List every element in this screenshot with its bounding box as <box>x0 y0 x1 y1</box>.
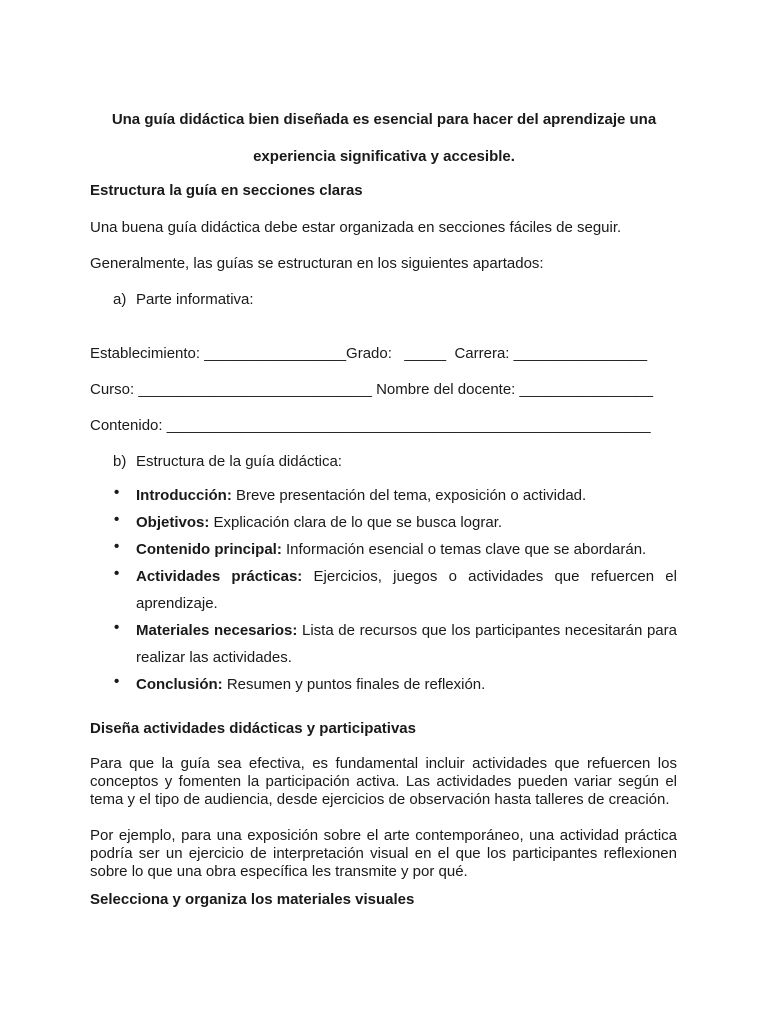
document-title-line-2: experiencia significativa y accesible. <box>253 148 515 165</box>
section-heading-materials: Selecciona y organiza los materiales visuales <box>90 891 415 908</box>
bullet-description: Información esencial o temas clave que se abordarán. <box>281 541 647 558</box>
list-item-a: Parte informativa: <box>136 291 254 308</box>
form-line-establecimiento: Establecimiento: _________________Grado: _____ Carrera: ________________ <box>90 345 648 362</box>
bullet-term: Objetivos: <box>136 514 210 531</box>
paragraph-sections: Generalmente, las guías se estructuran en los siguientes apartados: <box>90 255 544 272</box>
bullet-icon: • <box>114 511 120 528</box>
form-line-contenido: Contenido: __________________________________________________________ <box>90 417 651 434</box>
list-marker-a: a) <box>113 291 127 308</box>
list-item <box>136 671 677 698</box>
bullet-description: Lista de recursos que los participantes necesitarán para realizar las actividades. <box>136 622 677 666</box>
bullet-icon: • <box>114 619 120 636</box>
bullet-term: Actividades prácticas: <box>136 568 303 585</box>
form-line-curso: Curso: ____________________________ Nombre del docente: ________________ <box>90 381 653 398</box>
bullet-description: Breve presentación del tema, exposición o actividad. <box>231 487 587 504</box>
section-heading-activities: Diseña actividades didácticas y participativas <box>90 720 416 737</box>
list-marker-b: b) <box>113 453 127 470</box>
bullet-icon: • <box>114 484 120 501</box>
bullet-term: Contenido principal: <box>136 541 282 558</box>
list-item <box>136 509 677 536</box>
bullet-description: Resumen y puntos finales de reflexión. <box>222 676 486 693</box>
bullet-icon: • <box>114 538 120 555</box>
bullet-description: Ejercicios, juegos o actividades que refuercen el aprendizaje. <box>136 568 677 612</box>
list-item-b: Estructura de la guía didáctica: <box>136 453 342 470</box>
document-title-line-1: Una guía didáctica bien diseñada es esencial para hacer del aprendizaje una <box>111 111 657 128</box>
bullet-description: Explicación clara de lo que se busca lograr. <box>209 514 503 531</box>
bullet-term: Introducción: <box>136 487 232 504</box>
list-item <box>136 536 677 563</box>
bullet-icon: • <box>114 565 120 582</box>
bullet-icon: • <box>114 673 120 690</box>
bullet-term: Conclusión: <box>136 676 223 693</box>
section-heading-structure: Estructura la guía en secciones claras <box>90 182 363 199</box>
paragraph-intro: Una buena guía didáctica debe estar organizada en secciones fáciles de seguir. <box>90 219 622 236</box>
paragraph-example: Por ejemplo, para una exposición sobre el arte contemporáneo, una actividad práctica podría ser un ejercicio de interpretación visual en el que los participantes reflexionen sobre lo que una obra específica les transmite y por qué. <box>90 827 677 880</box>
list-item <box>136 617 677 671</box>
bullet-term: Materiales necesarios: <box>136 622 298 639</box>
paragraph-activities: Para que la guía sea efectiva, es fundamental incluir actividades que refuercen los conceptos y fomenten la participación activa. Las actividades pueden variar según el tema y el tipo de audiencia, desde ejercicios de observación hasta talleres de creación. <box>90 755 677 808</box>
list-item <box>136 563 677 617</box>
list-item <box>136 482 677 509</box>
